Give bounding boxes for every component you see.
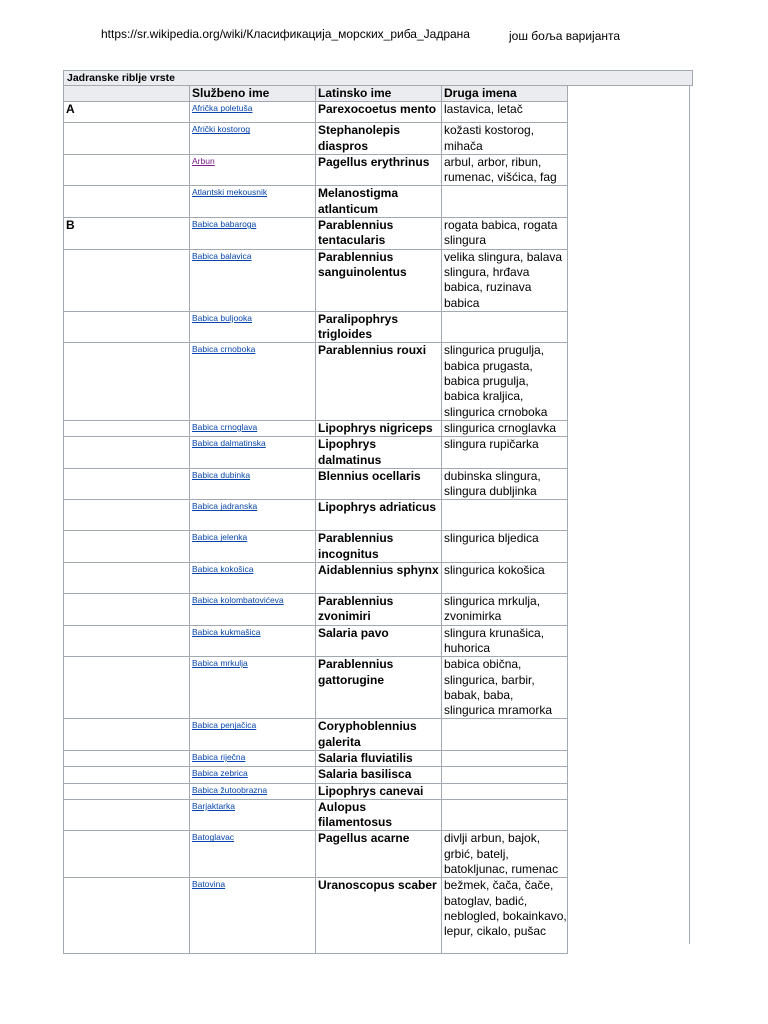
official-name-link[interactable]: Babica buljooka xyxy=(192,312,253,323)
header-latin-name: Latinsko ime xyxy=(316,86,442,102)
official-name-link[interactable]: Babica dalmatinska xyxy=(192,438,266,449)
page-note: још боља варијанта xyxy=(509,29,621,43)
table-row xyxy=(64,531,568,563)
row-other-names: arbul, arbor, ribun, rumenac, višćica, fag xyxy=(442,154,568,186)
row-latin-name: Paralipophrys trigloides xyxy=(316,311,442,343)
row-official-cell xyxy=(190,343,316,420)
row-latin-name: Salaria fluviatilis xyxy=(316,750,442,766)
row-other-names xyxy=(442,783,568,799)
row-latin-name: Parablennius sanguinolentus xyxy=(316,249,442,311)
row-other-names xyxy=(442,719,568,751)
table-caption: Jadranske riblje vrste xyxy=(63,70,693,86)
table-row xyxy=(64,594,568,626)
table-row xyxy=(64,249,568,311)
row-other-names: slingurica bljedica xyxy=(442,531,568,563)
row-letter: B xyxy=(64,218,190,250)
row-letter xyxy=(64,750,190,766)
table-row xyxy=(64,750,568,766)
row-letter xyxy=(64,500,190,531)
row-official-cell xyxy=(190,102,316,123)
official-name-link[interactable]: Babica balavica xyxy=(192,250,252,261)
row-official-cell xyxy=(190,783,316,799)
page-url: https://sr.wikipedia.org/wiki/Класификација_морских_риба_Јадрана xyxy=(101,27,470,41)
row-letter xyxy=(64,594,190,626)
row-latin-name: Blennius ocellaris xyxy=(316,468,442,500)
row-official-cell xyxy=(190,186,316,218)
row-letter xyxy=(64,311,190,343)
row-official-cell xyxy=(190,531,316,563)
row-latin-name: Aulopus filamentosus xyxy=(316,799,442,831)
row-letter xyxy=(64,831,190,878)
row-letter xyxy=(64,625,190,657)
row-letter xyxy=(64,343,190,420)
official-name-link[interactable]: Babica mrkulja xyxy=(192,658,248,669)
row-latin-name: Uranoscopus scaber xyxy=(316,878,442,954)
row-official-cell xyxy=(190,750,316,766)
row-other-names: slingurica mrkulja, zvonimirka xyxy=(442,594,568,626)
row-other-names: bežmek, čača, čače, batoglav, badić, neblogled, bokainkavo, lepur, cikalo, pušac xyxy=(442,878,568,954)
row-letter xyxy=(64,420,190,436)
row-latin-name: Parablennius gattorugine xyxy=(316,657,442,719)
row-latin-name: Melanostigma atlanticum xyxy=(316,186,442,218)
row-other-names: velika slingura, balava slingura, hrđava babica, ruzinava babica xyxy=(442,249,568,311)
row-other-names: divlji arbun, bajok, grbić, batelj, batokljunac, rumenac xyxy=(442,831,568,878)
row-official-cell xyxy=(190,249,316,311)
official-name-link[interactable]: Barjaktarka xyxy=(192,800,235,811)
row-official-cell xyxy=(190,657,316,719)
row-other-names: slingurica crnoglavka xyxy=(442,420,568,436)
row-latin-name: Parablennius rouxi xyxy=(316,343,442,420)
table-row xyxy=(64,831,568,878)
row-latin-name: Aidablennius sphynx xyxy=(316,563,442,594)
row-other-names: slingurica kokošica xyxy=(442,563,568,594)
row-official-cell xyxy=(190,468,316,500)
row-official-cell xyxy=(190,420,316,436)
row-official-cell xyxy=(190,594,316,626)
official-name-link[interactable]: Babica jadranska xyxy=(192,501,258,512)
row-latin-name: Salaria basilisca xyxy=(316,767,442,783)
table-row xyxy=(64,783,568,799)
row-other-names: slingura rupičarka xyxy=(442,437,568,469)
row-letter xyxy=(64,249,190,311)
table-row xyxy=(64,878,568,954)
row-letter xyxy=(64,878,190,954)
row-latin-name: Lipophrys nigriceps xyxy=(316,420,442,436)
table-row xyxy=(64,500,568,531)
official-name-link[interactable]: Arbun xyxy=(192,155,215,166)
official-name-link[interactable]: Babica riječna xyxy=(192,751,246,762)
row-latin-name: Coryphoblennius galerita xyxy=(316,719,442,751)
row-official-cell xyxy=(190,767,316,783)
row-official-cell xyxy=(190,500,316,531)
row-official-cell xyxy=(190,437,316,469)
row-letter xyxy=(64,437,190,469)
row-letter xyxy=(64,563,190,594)
official-name-link[interactable]: Babica babaroga xyxy=(192,219,257,230)
official-name-link[interactable]: Babica jelenka xyxy=(192,532,248,543)
row-latin-name: Parablennius incognitus xyxy=(316,531,442,563)
fish-species-table xyxy=(63,85,568,954)
row-official-cell xyxy=(190,878,316,954)
row-letter xyxy=(64,186,190,218)
row-other-names: lastavica, letač xyxy=(442,102,568,123)
row-latin-name: Pagellus acarne xyxy=(316,831,442,878)
row-official-cell xyxy=(190,799,316,831)
official-name-link[interactable]: Babica dubinka xyxy=(192,469,251,480)
table-header-row xyxy=(64,86,568,102)
row-latin-name: Parablennius zvonimiri xyxy=(316,594,442,626)
header-letter xyxy=(64,86,190,102)
table-row xyxy=(64,420,568,436)
row-latin-name: Parablennius tentacularis xyxy=(316,218,442,250)
table-row xyxy=(64,625,568,657)
official-name-link[interactable]: Afrička poletuša xyxy=(192,103,253,114)
official-name-link[interactable]: Batovina xyxy=(192,879,226,890)
official-name-link[interactable]: Babica crnoglava xyxy=(192,421,258,432)
table-row xyxy=(64,437,568,469)
row-other-names xyxy=(442,311,568,343)
row-official-cell xyxy=(190,154,316,186)
table-row xyxy=(64,102,568,123)
row-letter: A xyxy=(64,102,190,123)
row-letter xyxy=(64,719,190,751)
official-name-link[interactable]: Batoglavac xyxy=(192,832,235,843)
row-letter xyxy=(64,123,190,155)
row-other-names xyxy=(442,500,568,531)
official-name-link[interactable]: Atlantski mekousnik xyxy=(192,187,268,198)
row-official-cell xyxy=(190,311,316,343)
row-official-cell xyxy=(190,719,316,751)
table-row xyxy=(64,468,568,500)
row-latin-name: Stephanolepis diaspros xyxy=(316,123,442,155)
row-letter xyxy=(64,468,190,500)
row-letter xyxy=(64,657,190,719)
table-row xyxy=(64,719,568,751)
row-other-names xyxy=(442,799,568,831)
table-row xyxy=(64,154,568,186)
table-row xyxy=(64,186,568,218)
row-official-cell xyxy=(190,218,316,250)
official-name-link[interactable]: Babica zebrica xyxy=(192,768,248,779)
row-letter xyxy=(64,767,190,783)
row-other-names: rogata babica, rogata slingura xyxy=(442,218,568,250)
row-other-names: kožasti kostorog, mihača xyxy=(442,123,568,155)
header-other-names: Druga imena xyxy=(442,86,568,102)
table-row xyxy=(64,767,568,783)
row-other-names: slingurica prugulja, babica prugasta, babica prugulja, babica kraljica, slingurica crnoboka xyxy=(442,343,568,420)
official-name-link[interactable]: Babica crnoboka xyxy=(192,344,256,355)
row-official-cell xyxy=(190,123,316,155)
official-name-link[interactable]: Babica penjačica xyxy=(192,720,257,731)
table-row xyxy=(64,123,568,155)
official-name-link[interactable]: Babica kolombatovićeva xyxy=(192,595,284,606)
header-official-name: Službeno ime xyxy=(190,86,316,102)
official-name-link[interactable]: Babica kukmašica xyxy=(192,626,261,637)
row-other-names: babica obična, slingurica, barbir, babak, baba, slingurica mramorka xyxy=(442,657,568,719)
row-other-names: dubinska slingura, slingura dubljinka xyxy=(442,468,568,500)
table-row xyxy=(64,343,568,420)
table-row xyxy=(64,799,568,831)
row-latin-name: Salaria pavo xyxy=(316,625,442,657)
row-letter xyxy=(64,154,190,186)
row-latin-name: Parexocoetus mento xyxy=(316,102,442,123)
row-latin-name: Pagellus erythrinus xyxy=(316,154,442,186)
row-official-cell xyxy=(190,563,316,594)
row-latin-name: Lipophrys canevai xyxy=(316,783,442,799)
table-row xyxy=(64,563,568,594)
table-row xyxy=(64,311,568,343)
row-letter xyxy=(64,531,190,563)
row-latin-name: Lipophrys adriaticus xyxy=(316,500,442,531)
row-letter xyxy=(64,783,190,799)
row-other-names: slingura krunašica, huhorica xyxy=(442,625,568,657)
official-name-link[interactable]: Babica kokošica xyxy=(192,564,254,575)
row-official-cell xyxy=(190,625,316,657)
row-latin-name: Lipophrys dalmatinus xyxy=(316,437,442,469)
row-official-cell xyxy=(190,831,316,878)
row-other-names xyxy=(442,767,568,783)
table-row xyxy=(64,218,568,250)
row-letter xyxy=(64,799,190,831)
official-name-link[interactable]: Babica žutoobrazna xyxy=(192,784,268,795)
row-other-names xyxy=(442,186,568,218)
row-other-names xyxy=(442,750,568,766)
official-name-link[interactable]: Afrički kostorog xyxy=(192,124,251,135)
table-row xyxy=(64,657,568,719)
